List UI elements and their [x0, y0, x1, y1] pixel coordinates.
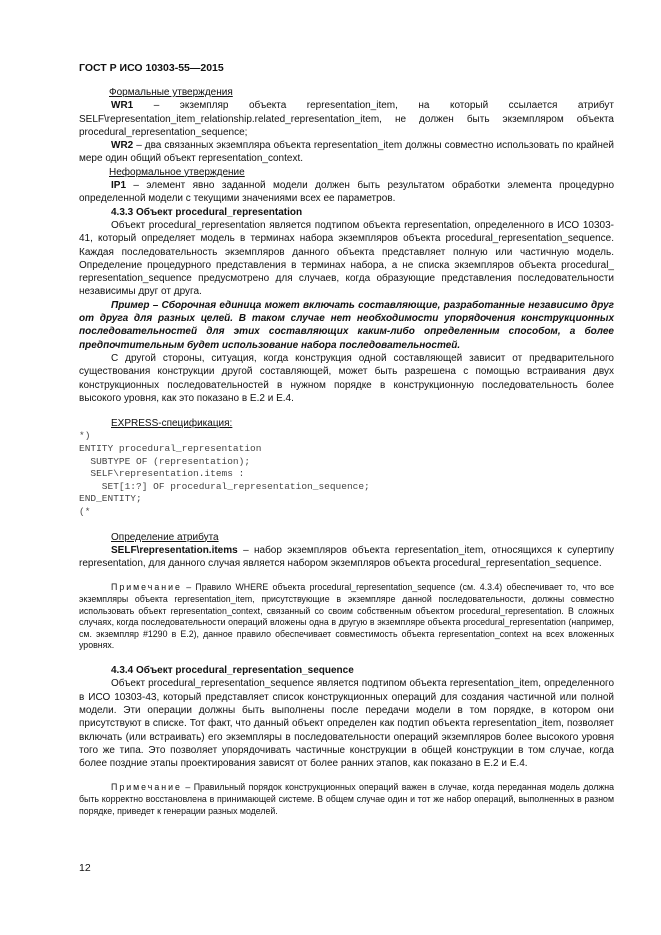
note-434	[79, 782, 614, 817]
section-434-paragraph-1: Объект procedural_representation_sequence является подтипом объекта representation_item, определенного в ИСО 10303-43, который представляет список конструкционных операций для создания частичной или полной модели. Эти операции должны быть выполнены после передачи модели в том порядке, в котором они присутствуют в списке. Тот факт, что данный объект определен как подтип объекта representation_item, позволяет включать (или встраивать) его экземпляры в последовательности операций экземпляров более высокого уровня того же типа. Это позволяет упорядочивать частичные конструкции в общей конструкции в том случае, когда более поздние этапы проектирования зависят от более ранних этапов, как показано в Е.2 и Е.4.	[79, 678, 614, 770]
section-434-heading: 4.3.4 Объект procedural_representation_sequence	[111, 665, 354, 677]
rule-wr2-text: – два связанных экземпляра объекта representation_item должны совместно использовать по крайней мере один общий объект representation_context.	[79, 140, 614, 165]
rule-ip1-text: – элемент явно заданной модели должен быть результатом обработки элемента процедурно определенной модели с текущими значениями всех ее параметров.	[79, 180, 614, 205]
note-433	[79, 582, 614, 652]
code-line: *)	[79, 430, 91, 442]
attribute-label: SELF\representation.items	[111, 544, 238, 556]
formal-rules-title: Формальные утверждения	[109, 87, 233, 98]
code-line: ENTITY procedural_representation	[79, 443, 262, 455]
rule-wr1	[79, 99, 614, 139]
code-line: SUBTYPE OF (representation);	[79, 455, 251, 467]
rule-wr2	[79, 139, 614, 166]
rule-wr1-text: – экземпляр объекта representation_item, на который ссылается атрибут SELF\representation_item_relationship.related_representation_item, не должен быть экземпляром объекта procedural_representation_sequence;	[79, 100, 614, 138]
section-433-paragraph-1: Объект procedural_representation является подтипом объекта representation, определенного в ИСО 10303-41, который определяет модель в терминах набора экземпляров объекта procedural_representation_sequence. Каждая последовательность экземпляров данного объекта представляет полную или частичную модель. Определение процедурного представления в терминах набора, а не списка экземпляров объекта procedural_ representation_sequence предусмотрено для случаев, когда образующие представления последовательности независимы друг от друга.	[79, 219, 614, 298]
rule-ip1-label: IP1	[111, 180, 127, 192]
section-433-paragraph-2: С другой стороны, ситуация, когда конструкция одной составляющей зависит от предварительного существования конструкции другой составляющей, может быть разрешена с помощью встраивания двух конструкционных последовательностей в нужном порядке в конструкционную последовательность более высокого уровня, как это показано в Е.2 и Е.4.	[79, 352, 614, 404]
note-text: – Правильный порядок конструкционных операций важен в случае, когда переданная модель должна быть корректно восстановлена в принимающей системе. В общем случае один и тот же набор операций, выполненных в разном порядке, приведет к генерации разных моделей.	[79, 782, 614, 816]
attribute-definition	[79, 544, 614, 571]
section-433-heading: 4.3.3 Объект procedural_representation	[111, 206, 303, 218]
note-label: Примечание	[111, 582, 182, 593]
rule-ip1	[79, 179, 614, 206]
note-label: Примечание	[111, 782, 182, 793]
attribute-definition-title: Определение атрибута	[111, 531, 219, 543]
code-line: (*	[79, 505, 91, 517]
code-line: SET[1:?] OF procedural_representation_sequence;	[79, 480, 370, 492]
note-text: – Правило WHERE объекта procedural_representation_sequence (см. 4.3.4) обеспечивает то, что все экземпляры объекта representation_item, присутствующие в экземпляре данной последовательности, должны совместно использовать объект representation_context, связанный со своим собственным объектом procedural_representation. В сложных случаях, когда последовательности операций вложены одна в другую в экземпляре объекта procedural_representation (например, см. экземпляр #1290 в Е.2), данное правило обеспечивает совместимость объекта representation_context на всех вложенных уровнях.	[79, 582, 614, 651]
rule-wr2-label: WR2	[111, 140, 134, 152]
document-header: ГОСТ Р ИСО 10303-55—2015	[79, 62, 224, 74]
informal-rules-title: Неформальное утверждение	[109, 166, 245, 178]
express-spec-title: EXPRESS-спецификация:	[111, 418, 233, 430]
code-line: END_ENTITY;	[79, 493, 142, 505]
rule-wr1-label: WR1	[111, 100, 134, 112]
page-number: 12	[79, 862, 91, 874]
document-body	[79, 86, 614, 817]
section-433-example: Пример – Сборочная единица может включать составляющие, разработанные независимо друг от друга для разных целей. В таком случае нет необходимости упорядочения конструкционных последовательностей для этих составляющих каким-либо определенным способом, а более предпочтительным будет использование набора последовательностей.	[79, 299, 614, 351]
attribute-text: – набор экземпляров объекта representation_item, относящихся к супертипу representation, для данного случая является набором экземпляров объекта procedural_representation_sequence.	[79, 544, 614, 570]
express-code-block	[79, 430, 614, 518]
code-line: SELF\representation.items :	[79, 468, 245, 480]
